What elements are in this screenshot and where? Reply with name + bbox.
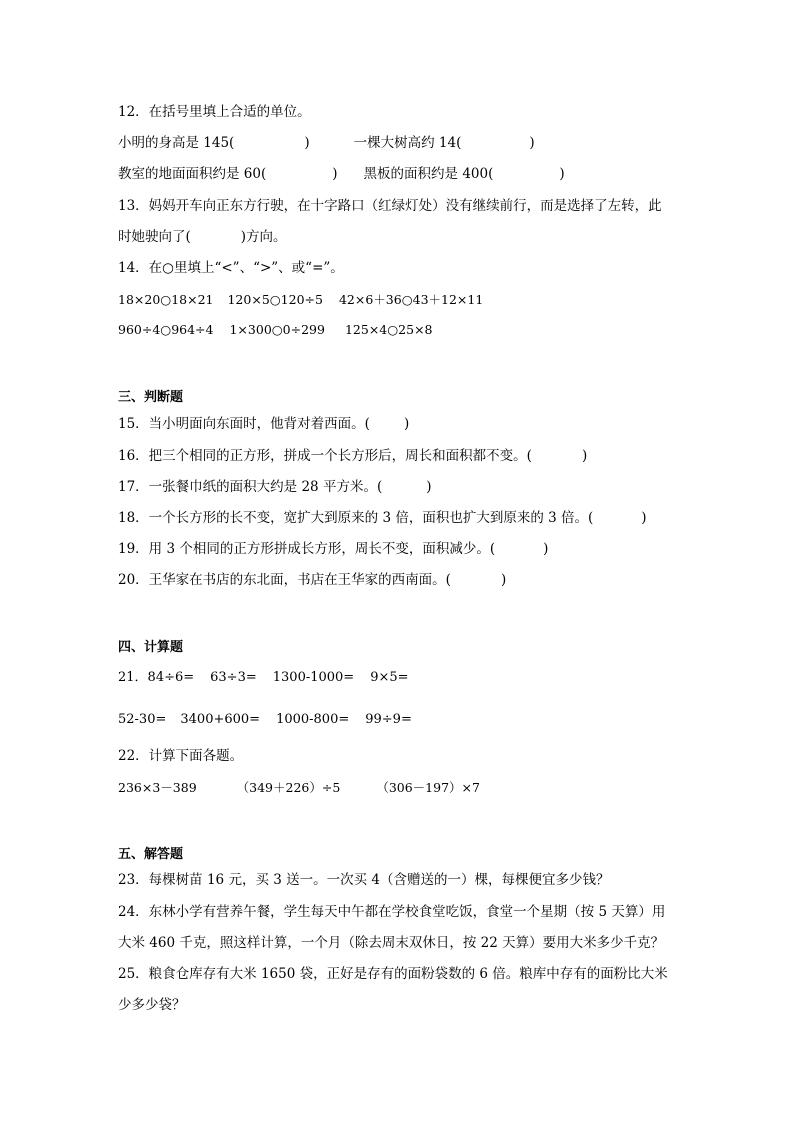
q16-text: 16．把三个相同的正方形，拼成一个长方形后，周长和面积都不变。(	[118, 448, 532, 464]
q22-item: （306－197）×7	[376, 780, 480, 795]
q15	[118, 414, 409, 434]
q14-item: 120×5○120÷5	[227, 292, 323, 307]
q12-c-close: )	[332, 166, 338, 182]
q21-item: 21．84÷6=	[118, 670, 195, 685]
q21-item: 63÷3=	[210, 670, 257, 685]
q12-d-text: 黑板的面积约是 400(	[363, 166, 494, 182]
q18	[118, 508, 647, 528]
q13-line2	[118, 227, 287, 247]
q24-line1: 24．东林小学有营养午餐，学生每天中午都在学校食堂吃饭，食堂一个星期（按 5 天算）用	[118, 904, 666, 920]
q14-item: 18×20○18×21	[118, 292, 214, 307]
q21-item: 99÷9=	[365, 712, 412, 727]
q13-text-end: )方向。	[240, 229, 287, 245]
q21-item: 1300-1000=	[272, 670, 355, 685]
q18-text: 18．一个长方形的长不变，宽扩大到原来的 3 倍，面积也扩大到原来的 3 倍。(	[118, 510, 594, 526]
q16-close: )	[581, 448, 588, 464]
q12-a-text: 小明的身高是 145(	[118, 135, 235, 151]
q16	[118, 446, 587, 466]
section-5-title: 五、解答题	[118, 847, 184, 862]
q12-a-close: )	[304, 135, 310, 151]
q18-close: )	[641, 510, 647, 526]
section-3-title: 三、判断题	[118, 390, 184, 405]
q12-row1	[118, 133, 535, 153]
q25-line2: 少多少袋？	[118, 997, 186, 1013]
q14-item: 42×6＋36○43＋12×11	[338, 292, 484, 307]
q14-item: 125×4○25×8	[344, 322, 433, 337]
q21-item: 1000-800=	[276, 712, 350, 727]
q21-row1	[118, 668, 409, 688]
q22-row	[118, 778, 480, 798]
q15-text: 15．当小明面向东面时，他背对着西面。(	[118, 416, 370, 432]
q21-item: 3400+600=	[180, 712, 261, 727]
q14-title: 14．在○里填上“<”、“>”、或“=”。	[118, 260, 344, 276]
q19-text: 19．用 3 个相同的正方形拼成长方形，周长不变，面积减少。(	[118, 541, 496, 557]
q19	[118, 539, 548, 559]
q21-row2	[118, 710, 412, 730]
q17	[118, 477, 432, 497]
q12-d-close: )	[559, 166, 565, 182]
q14-item: 1×300○0÷299	[229, 322, 325, 337]
q24-line2: 大米 460 千克，照这样计算，一个月（除去周末双休日，按 22 天算）要用大米多少千克？	[118, 935, 665, 951]
q14-row1	[118, 290, 483, 310]
q17-text: 17．一张餐巾纸的面积大约是 28 平方米。(	[118, 479, 383, 495]
q13-line1: 13．妈妈开车向正东方行驶，在十字路口（红绿灯处）没有继续前行，而是选择了左转，此	[118, 198, 662, 214]
q22-title: 22．计算下面各题。	[118, 748, 244, 764]
q25-line1: 25．粮食仓库存有大米 1650 袋，正好是存有的面粉袋数的 6 倍。粮库中存有的面粉比大米	[118, 966, 668, 982]
q14-row2	[118, 320, 433, 340]
q12-c-text: 教室的地面面积约是 60(	[118, 166, 267, 182]
q12-title: 12．在括号里填上合适的单位。	[118, 104, 311, 120]
q17-close: )	[426, 479, 432, 495]
q21-item: 52-30=	[118, 712, 167, 727]
q22-item: 236×3－389	[118, 780, 197, 795]
q20	[118, 570, 506, 590]
q22-item: （349＋226）÷5	[236, 780, 341, 795]
q12-b-close: )	[529, 135, 535, 151]
q12-row2	[118, 164, 565, 184]
q14-item: 960÷4○964÷4	[118, 322, 214, 337]
q12-b-text: 一棵大树高约 14(	[353, 135, 462, 151]
q20-close: )	[500, 572, 507, 588]
q15-close: )	[403, 416, 410, 432]
section-4-title: 四、计算题	[118, 640, 184, 655]
q20-text: 20．王华家在书店的东北面，书店在王华家的西南面。(	[118, 572, 451, 588]
q21-item: 9×5=	[370, 670, 409, 685]
q19-close: )	[543, 541, 549, 557]
q23: 23．每棵树苗 16 元，买 3 送一。一次买 4（含赠送的一）棵，每棵便宜多少钱？	[118, 872, 610, 888]
q13-text: 时她驶向了(	[118, 229, 191, 245]
